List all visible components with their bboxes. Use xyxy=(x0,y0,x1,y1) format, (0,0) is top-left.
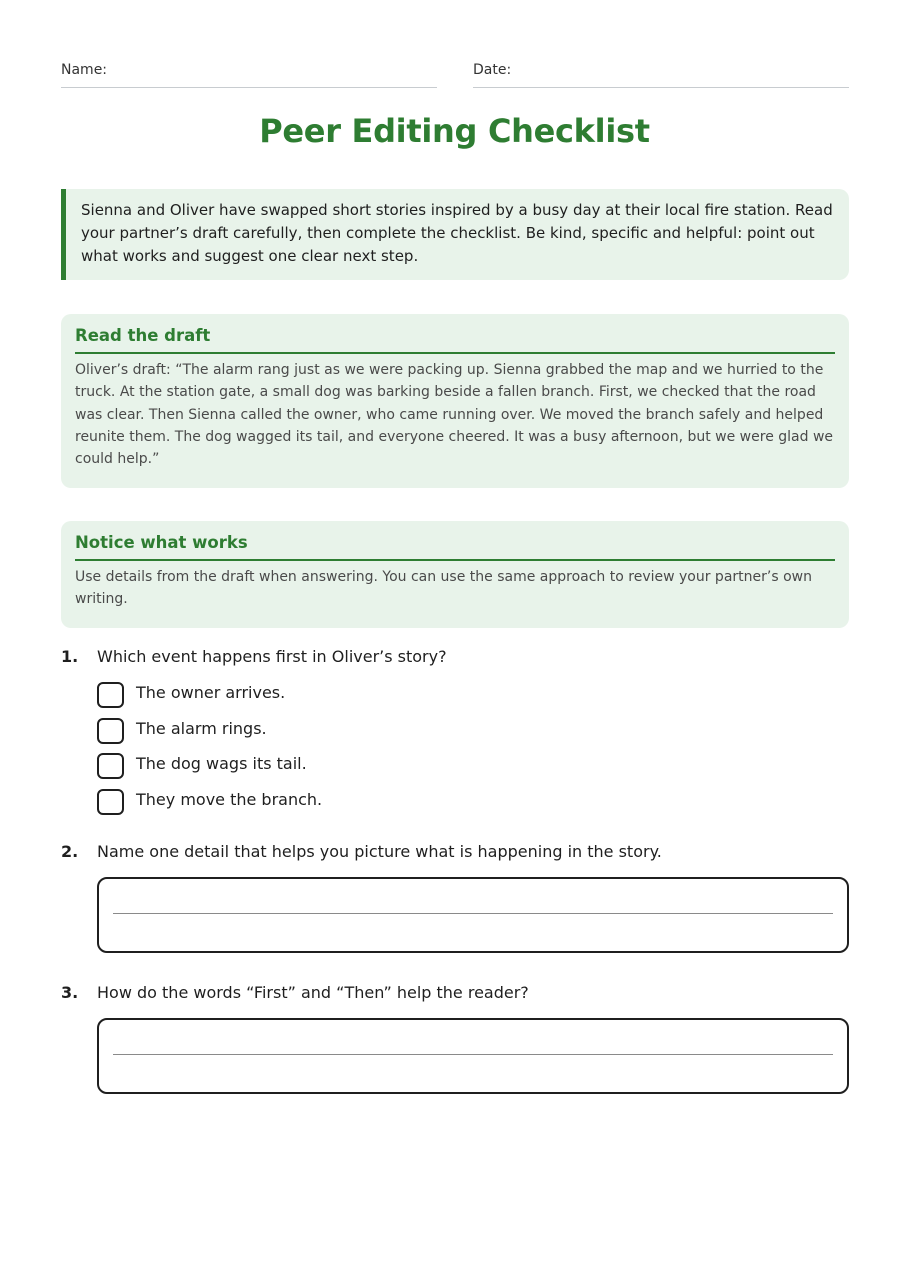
answer-box-2[interactable] xyxy=(97,877,849,953)
question-text: How do the words “First” and “Then” help the reader? xyxy=(97,983,529,1002)
answer-box-3[interactable] xyxy=(97,1018,849,1094)
notice-text: Use details from the draft when answering. You can use the same approach to review your partner’s own writing. xyxy=(75,569,812,608)
draft-section xyxy=(61,314,849,488)
option-label: They move the branch. xyxy=(136,790,323,809)
date-field[interactable] xyxy=(473,60,849,88)
notice-heading: Notice what works xyxy=(75,521,835,561)
question-number: 1. xyxy=(61,647,79,666)
writing-line xyxy=(113,1054,833,1055)
question-text: Name one detail that helps you picture what is happening in the story. xyxy=(97,842,662,861)
writing-line xyxy=(113,913,833,914)
checkbox[interactable] xyxy=(97,682,124,708)
draft-text: Oliver’s draft: “The alarm rang just as we were packing up. Sienna grabbed the map and we hurried to the truck. At the station gate, a small dog was barking beside a fallen branch. First, we checked that the road was clear. Then Sienna called the owner, who came running over. We moved the branch safely and helped reunite them. The dog wagged its tail, and everyone cheered. It was a busy afternoon, but we were glad we could help.” xyxy=(75,362,834,468)
page-title: Peer Editing Checklist xyxy=(259,112,650,150)
question-number: 3. xyxy=(61,983,79,1002)
date-label: Date: xyxy=(473,62,512,78)
intro-callout: Sienna and Oliver have swapped short stories inspired by a busy day at their local fire station. Read your partner’s draft carefully, then complete the checklist. Be kind, specific and helpful: point out what works and suggest one clear next step. xyxy=(61,189,849,280)
student-info-row xyxy=(61,60,849,88)
question-text: Which event happens first in Oliver’s story? xyxy=(97,647,447,666)
option-label: The dog wags its tail. xyxy=(136,754,307,773)
draft-heading: Read the draft xyxy=(75,314,835,354)
question-number: 2. xyxy=(61,842,79,861)
checkbox[interactable] xyxy=(97,789,124,815)
notice-section xyxy=(61,521,849,628)
checkbox[interactable] xyxy=(97,753,124,779)
option-label: The owner arrives. xyxy=(136,683,286,702)
checkbox[interactable] xyxy=(97,718,124,744)
option-label: The alarm rings. xyxy=(136,719,267,738)
name-field[interactable] xyxy=(61,60,437,88)
name-label: Name: xyxy=(61,62,108,78)
